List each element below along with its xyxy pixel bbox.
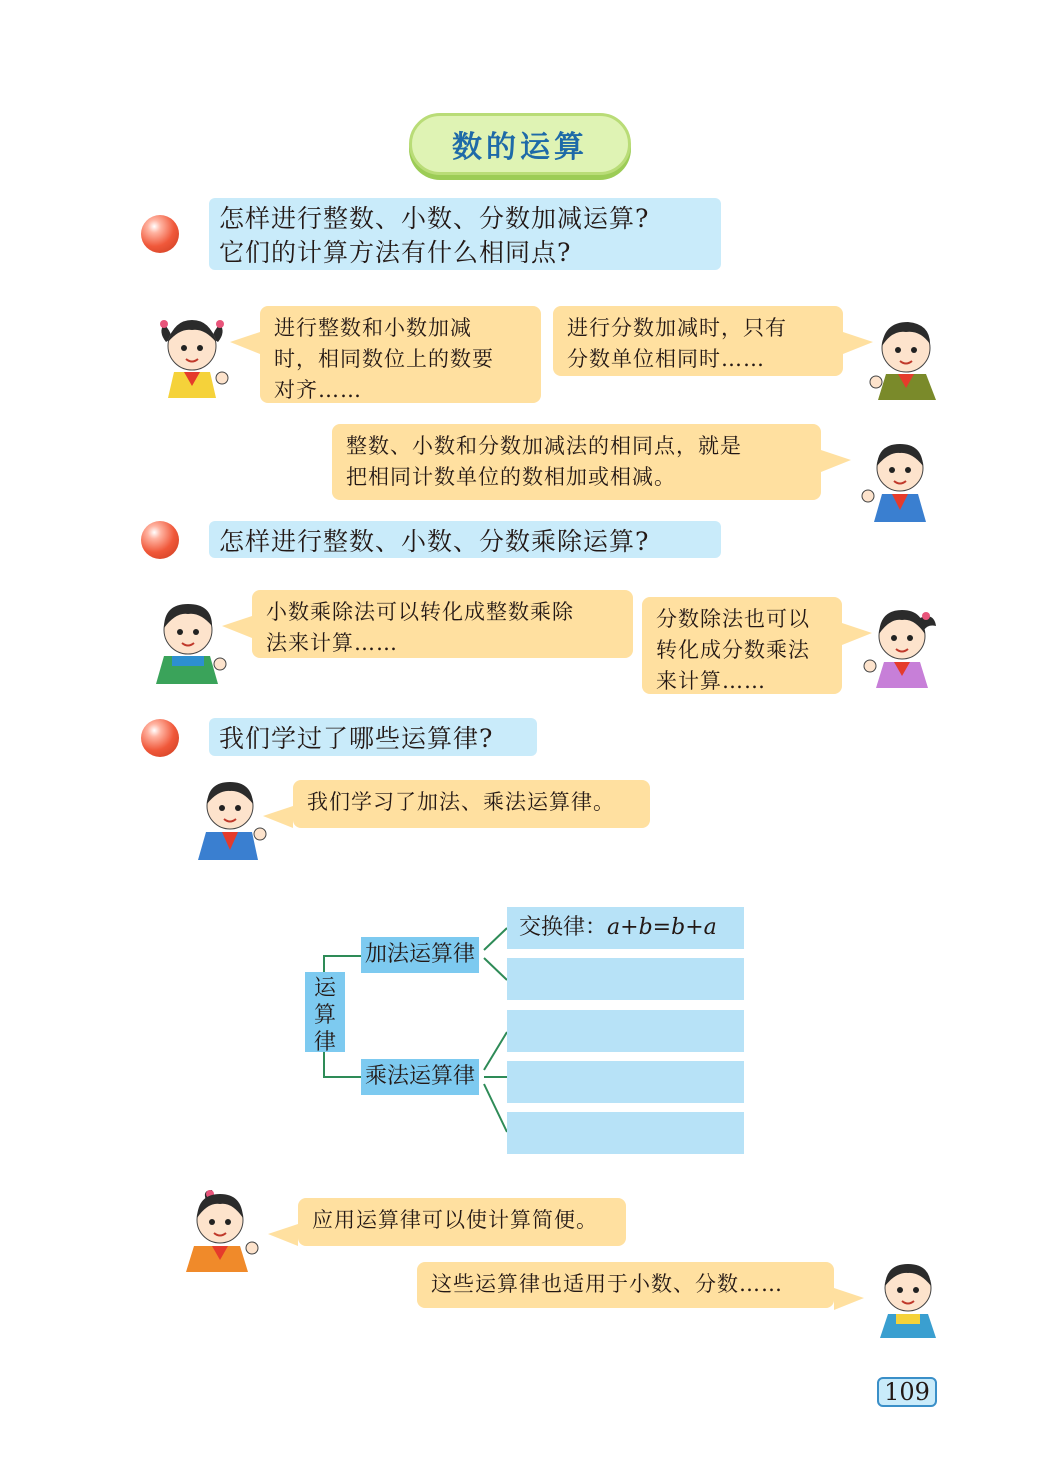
speech-bubble-simplify — [298, 1198, 626, 1246]
bubble-line: 整数、小数和分数加减法的相同点，就是 — [346, 434, 742, 458]
bubble-line: 这些运算律也适用于小数、分数…… — [431, 1272, 783, 1296]
bubble-line: 进行分数加减时，只有 — [567, 316, 787, 340]
root-char: 律 — [313, 1030, 336, 1055]
speech-bubble-girl-fraction — [642, 597, 842, 694]
bubble-line: 分数单位相同时…… — [567, 347, 765, 371]
bubble-line: 小数乘除法可以转化成整数乘除 — [266, 600, 574, 624]
bullet-icon — [141, 215, 179, 253]
blank-law-cell[interactable] — [507, 958, 744, 1000]
bubble-line: 分数除法也可以 — [656, 607, 810, 631]
question-line: 怎样进行整数、小数、分数加减运算? — [219, 204, 650, 233]
multiplication-law-label: 乘法运算律 — [361, 1059, 479, 1095]
formula-op: + — [620, 915, 639, 940]
question-line: 我们学过了哪些运算律? — [219, 724, 494, 753]
boy-character-icon — [194, 776, 270, 860]
speech-bubble-boy-decimal — [252, 590, 633, 658]
bubble-line: 对齐…… — [274, 378, 362, 402]
diagram-root-label — [305, 972, 345, 1055]
law-name: 交换律： — [519, 915, 608, 940]
formula-var: b — [638, 915, 653, 940]
boy-character-icon — [150, 598, 228, 684]
formula-op: + — [685, 915, 704, 940]
question-box-1 — [209, 198, 721, 270]
girl-character-icon — [862, 604, 940, 688]
formula-var: a — [703, 915, 717, 940]
bubble-line: 转化成分数乘法 — [656, 638, 810, 662]
bubble-line: 来计算…… — [656, 669, 766, 693]
girl-character-icon — [184, 1188, 264, 1272]
bullet-icon — [141, 719, 179, 757]
commutative-law-cell — [507, 907, 744, 949]
question-line: 它们的计算方法有什么相同点? — [219, 238, 572, 267]
speech-bubble-boy-summary — [332, 424, 821, 500]
bubble-line: 时，相同数位上的数要 — [274, 347, 494, 371]
formula-var: a — [607, 915, 621, 940]
speech-bubble-boy — [553, 306, 843, 376]
bubble-line: 把相同计数单位的数相加或相减。 — [346, 465, 676, 489]
root-char: 运 — [313, 976, 336, 1001]
root-char: 算 — [313, 1003, 336, 1028]
question-line: 怎样进行整数、小数、分数乘除运算? — [219, 527, 650, 556]
page-number: 109 — [877, 1377, 937, 1407]
boy-character-icon — [860, 438, 936, 522]
blank-law-cell[interactable] — [507, 1112, 744, 1154]
boy-character-icon — [870, 1258, 942, 1338]
page-title: 数的运算 — [409, 113, 631, 175]
girl-character-icon — [152, 312, 232, 398]
bubble-line: 法来计算…… — [266, 631, 398, 655]
formula-op: = — [652, 915, 672, 940]
blank-law-cell[interactable] — [507, 1061, 744, 1103]
bubble-line: 我们学习了加法、乘法运算律。 — [307, 790, 615, 814]
formula-var: b — [671, 915, 686, 940]
speech-bubble-girl — [260, 306, 541, 403]
speech-bubble-laws — [293, 780, 650, 828]
boy-character-icon — [866, 316, 942, 400]
question-box-3 — [209, 718, 537, 756]
speech-bubble-applies — [417, 1262, 834, 1308]
bubble-line: 应用运算律可以使计算简便。 — [312, 1208, 598, 1232]
bubble-line: 进行整数和小数加减 — [274, 316, 472, 340]
bullet-icon — [141, 521, 179, 559]
blank-law-cell[interactable] — [507, 1010, 744, 1052]
question-box-2 — [209, 521, 721, 558]
addition-law-label: 加法运算律 — [361, 937, 479, 973]
